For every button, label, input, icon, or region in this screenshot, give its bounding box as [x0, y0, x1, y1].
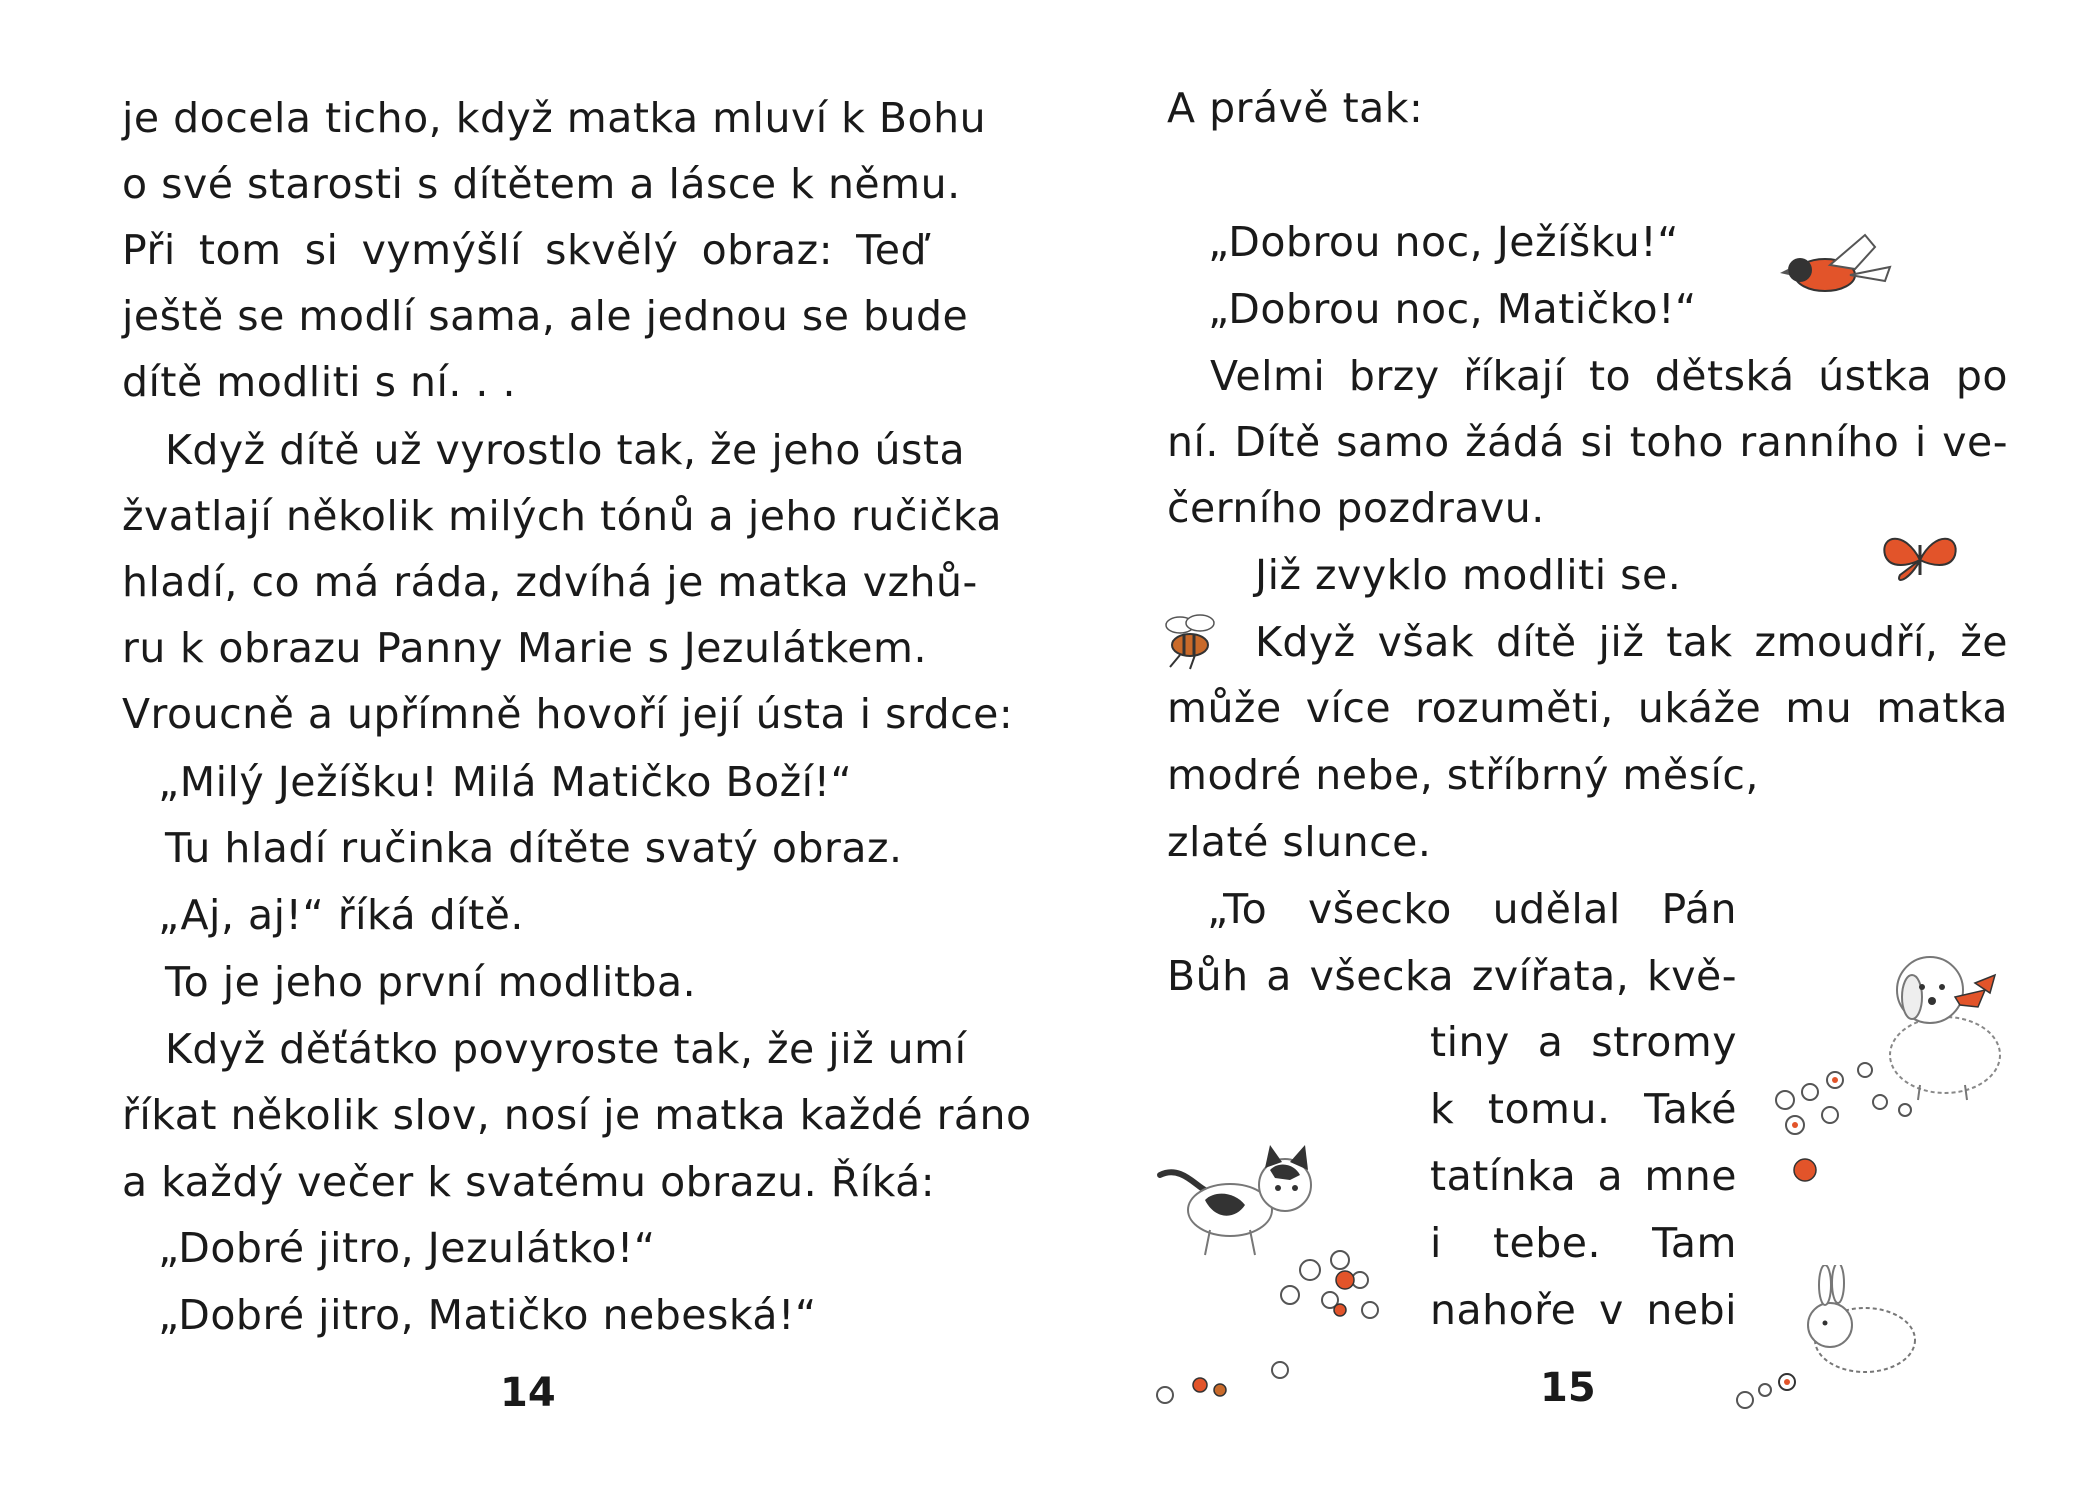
text-line: modré nebe, stříbrný měsíc,: [1167, 751, 1759, 799]
text-line: „Dobré jitro, Matičko nebeská!“: [158, 1291, 817, 1339]
text-line: i tebe. Tam: [1430, 1219, 1737, 1267]
text-line: je docela ticho, když matka mluví k Bohu: [122, 94, 987, 142]
text-line: Tu hladí ručinka dítěte svatý obraz.: [165, 824, 903, 872]
text-line: a každý večer k svatému obrazu. Říká:: [122, 1158, 936, 1206]
text-line: Již zvyklo modliti se.: [1255, 551, 1682, 599]
text-line: tatínka a mne: [1430, 1152, 1737, 1200]
text-line: ještě se modlí sama, ale jednou se bude: [122, 292, 969, 340]
text-line: „To všecko udělal Pán: [1207, 885, 1737, 933]
text-line: „Aj, aj!“ říká dítě.: [158, 891, 524, 939]
right-page: [1040, 0, 2080, 1500]
text-line: ru k obrazu Panny Marie s Jezulátkem.: [122, 624, 927, 672]
flowers-icon: [1755, 1040, 1965, 1220]
text-line: A právě tak:: [1167, 84, 1424, 132]
text-line: To je jeho první modlitba.: [165, 958, 697, 1006]
butterfly-icon: [1875, 525, 1965, 595]
bird-icon: [1780, 225, 1900, 305]
text-line: „Dobré jitro, Jezulátko!“: [158, 1224, 656, 1272]
text-line: Při tom si vymýšlí skvělý obraz: Teď: [122, 226, 927, 274]
text-line: Bůh a všecka zvířata, kvě-: [1167, 952, 1737, 1000]
text-line: říkat několik slov, nosí je matka každé ráno: [122, 1091, 1032, 1139]
text-line: „Dobrou noc, Ježíšku!“: [1208, 218, 1679, 266]
text-line: Když dítě už vyrostlo tak, že jeho ústa: [165, 426, 966, 474]
text-line: k tomu. Také: [1430, 1085, 1737, 1133]
text-line: Když děťátko povyroste tak, že již umí: [165, 1025, 967, 1073]
text-line: dítě modliti s ní. . .: [122, 358, 517, 406]
text-line: „Dobrou noc, Matičko!“: [1208, 285, 1697, 333]
text-line: Velmi brzy říkají to dětská ústka po: [1210, 352, 2008, 400]
text-line: Vroucně a upřímně hovoří její ústa i srdce:: [122, 690, 1014, 738]
text-line: nahoře v nebi: [1430, 1286, 1737, 1334]
text-line: „Milý Ježíšku! Milá Matičko Boží!“: [158, 758, 853, 806]
text-line: hladí, co má ráda, zdvíhá je matka vzhů-: [122, 558, 978, 606]
bee-icon: [1150, 605, 1230, 675]
page-number: 14: [500, 1370, 556, 1416]
text-line: Když však dítě již tak zmoudří, že: [1255, 618, 2008, 666]
text-line: ní. Dítě samo žádá si toho ranního i ve-: [1167, 418, 2008, 466]
text-line: o své starosti s dítětem a lásce k němu.: [122, 160, 961, 208]
text-line: tiny a stromy: [1430, 1018, 1737, 1066]
flowers-icon: [1150, 1220, 1440, 1420]
text-line: může více rozuměti, ukáže mu matka: [1167, 684, 2008, 732]
text-line: žvatlají několik milých tónů a jeho ručička: [122, 492, 1002, 540]
text-line: zlaté slunce.: [1167, 818, 1432, 866]
text-line: černího pozdravu.: [1167, 484, 1545, 532]
page-number: 15: [1540, 1365, 1596, 1411]
flowers-icon: [1725, 1360, 1835, 1430]
